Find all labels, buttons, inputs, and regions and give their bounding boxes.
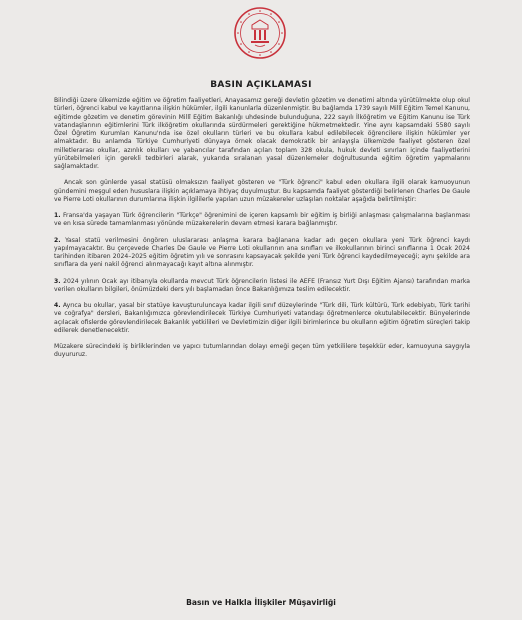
point-number: 2. — [54, 236, 61, 244]
ministry-of-education-emblem-icon — [233, 6, 287, 60]
paragraph-context: Ancak son günlerde yasal statüsü olmaksızın faaliyet gösteren ve "Türk öğrenci" kabul eden okullara ilgili olarak kamuoyunun gündemini meşgul eden hususlara ilişkin açıklamaya ihtiyaç duyulmuştur. Bu kapsamda faaliyet gösterdiği belirlenen Charles De Gaule ve Pierre Loti okullarının durumlarına ilişkin ilgililerle yapılan uzun müzakereler uzlaşılan noktalar aşağıda belirtilmiştir: — [54, 179, 470, 203]
point-number: 3. — [54, 277, 61, 285]
agreement-point-3: 3. 2024 yılının Ocak ayı itibarıyla okullarda mevcut Türk öğrencilerin listesi ile AEFE (Fransız Yurt Dışı Eğitim Ajansı) tarafından marka verilen okulların bilgileri, önümüzdeki ders yılı başlamadan önce Bakanlığımıza teslim edilecektir. — [54, 277, 471, 293]
press-release-body — [54, 97, 470, 368]
signature: Basın ve Halkla İlişkiler Müşavirliği — [186, 598, 336, 607]
paragraph-closing: Müzakere sürecindeki iş birliklerinden ve yapıcı tutumlarından dolayı emeği geçen tüm yetkililere teşekkür eder, kamuoyuna saygıyla duyururuz. — [54, 343, 470, 359]
agreement-point-1: 1. Fransa'da yaşayan Türk öğrencilerin "Türkçe" öğrenimini de içeren kapsamlı bir eğitim iş birliği anlaşması çalışmalarına başlanması ve en kısa sürede tamamlanması yönünde müzakerelerin devam etmesi karara bağlanmıştır. — [54, 212, 470, 228]
point-number: 1. — [54, 212, 61, 219]
agreement-point-2: 2. Yasal statü verilmesini öngören uluslararası anlaşma karara bağlanana kadar adı geçen okullara yeni Türk öğrenci kaydı yapılmayacaktır. Bu çerçevede Charles De Gaule ve Pierre Loti okullarının ana sınıfları ve ilkokullarının birinci sınıflarına 1 Ocak 2024 tarihinden itibaren 2024–2025 eğitim öğretim yılı ve sonrasını kapsayacak şekilde yeni Türk öğrenci kaydedilmeyeceği; aynı şekilde ara sınıflara da yeni nakil öğrenci alınmayacağı kayıt altına alınmıştır. — [54, 236, 470, 269]
press-release-title: BASIN AÇIKLAMASI — [210, 80, 312, 90]
agreement-point-4: 4. Ayrıca bu okullar, yasal bir statüye kavuşturuluncaya kadar ilgili sınıf düzeylerinde "Türk dili, Türk kültürü, Türk edebiyatı, Türk tarihi ve coğrafya" dersleri, Bakanlığımızca görevlendirilecek Türkiye Cumhuriyeti vatandaşı öğretmenlerce okutulabilecektir. Bünyelerinde açılacak ofislerde görevlendirilecek Bakanlık yetkilileri ve Devletimizin diğer ilgili birimlerince bu okulların eğitim öğretim süreçleri takip edilerek denetlenecektir. — [54, 302, 471, 334]
point-number: 4. — [54, 302, 61, 309]
paragraph-intro: Bilindiği üzere ülkemizde eğitim ve öğretim faaliyetleri, Anayasamız gereği devletin gözetim ve denetimi altında yürütülmekte olup okul türleri, öğrenci kabul ve kayıtlarına ilişkin hükümler, ilgili kanunlarla düzenlenmiştir. Bu bağlamda 1739 sayılı Millî Eğitim Temel Kanunu, eğitimde gözetim ve denetim görevinin Millî Eğitim Bakanlığı uhdesinde bulunduğuna, 222 sayılı İlköğretim ve Eğitim Kanunu ise Türk vatandaşlarının eğitimlerini Türk ilköğretim okullarında sürdürmeleri gerektiğine hükmetmektedir. Yine aynı kapsamdaki 5580 sayılı Özel Öğretim Kurumları Kanunu'nda ise özel okulların türleri ve bu okullara kabul edilebilecek öğrencilere ilişkin hükümler yer almaktadır. Bu anlamda Türkiye Cumhuriyeti dünyaya örnek olacak demokratik bir anlayışla ülkemizde faaliyet gösteren özel milletlerarası okullar, azınlık okulları ve yabancılar tarafından açılan toplam 328 okula, hukuk devleti sınırları içinde faaliyetlerini yürütebilmeleri için gerekli tedbirleri alarak, yukarıda sıralanan yasal düzenlemeler doğrultusunda eğitim öğretim yapmalarını sağlamaktadır. — [54, 97, 470, 170]
